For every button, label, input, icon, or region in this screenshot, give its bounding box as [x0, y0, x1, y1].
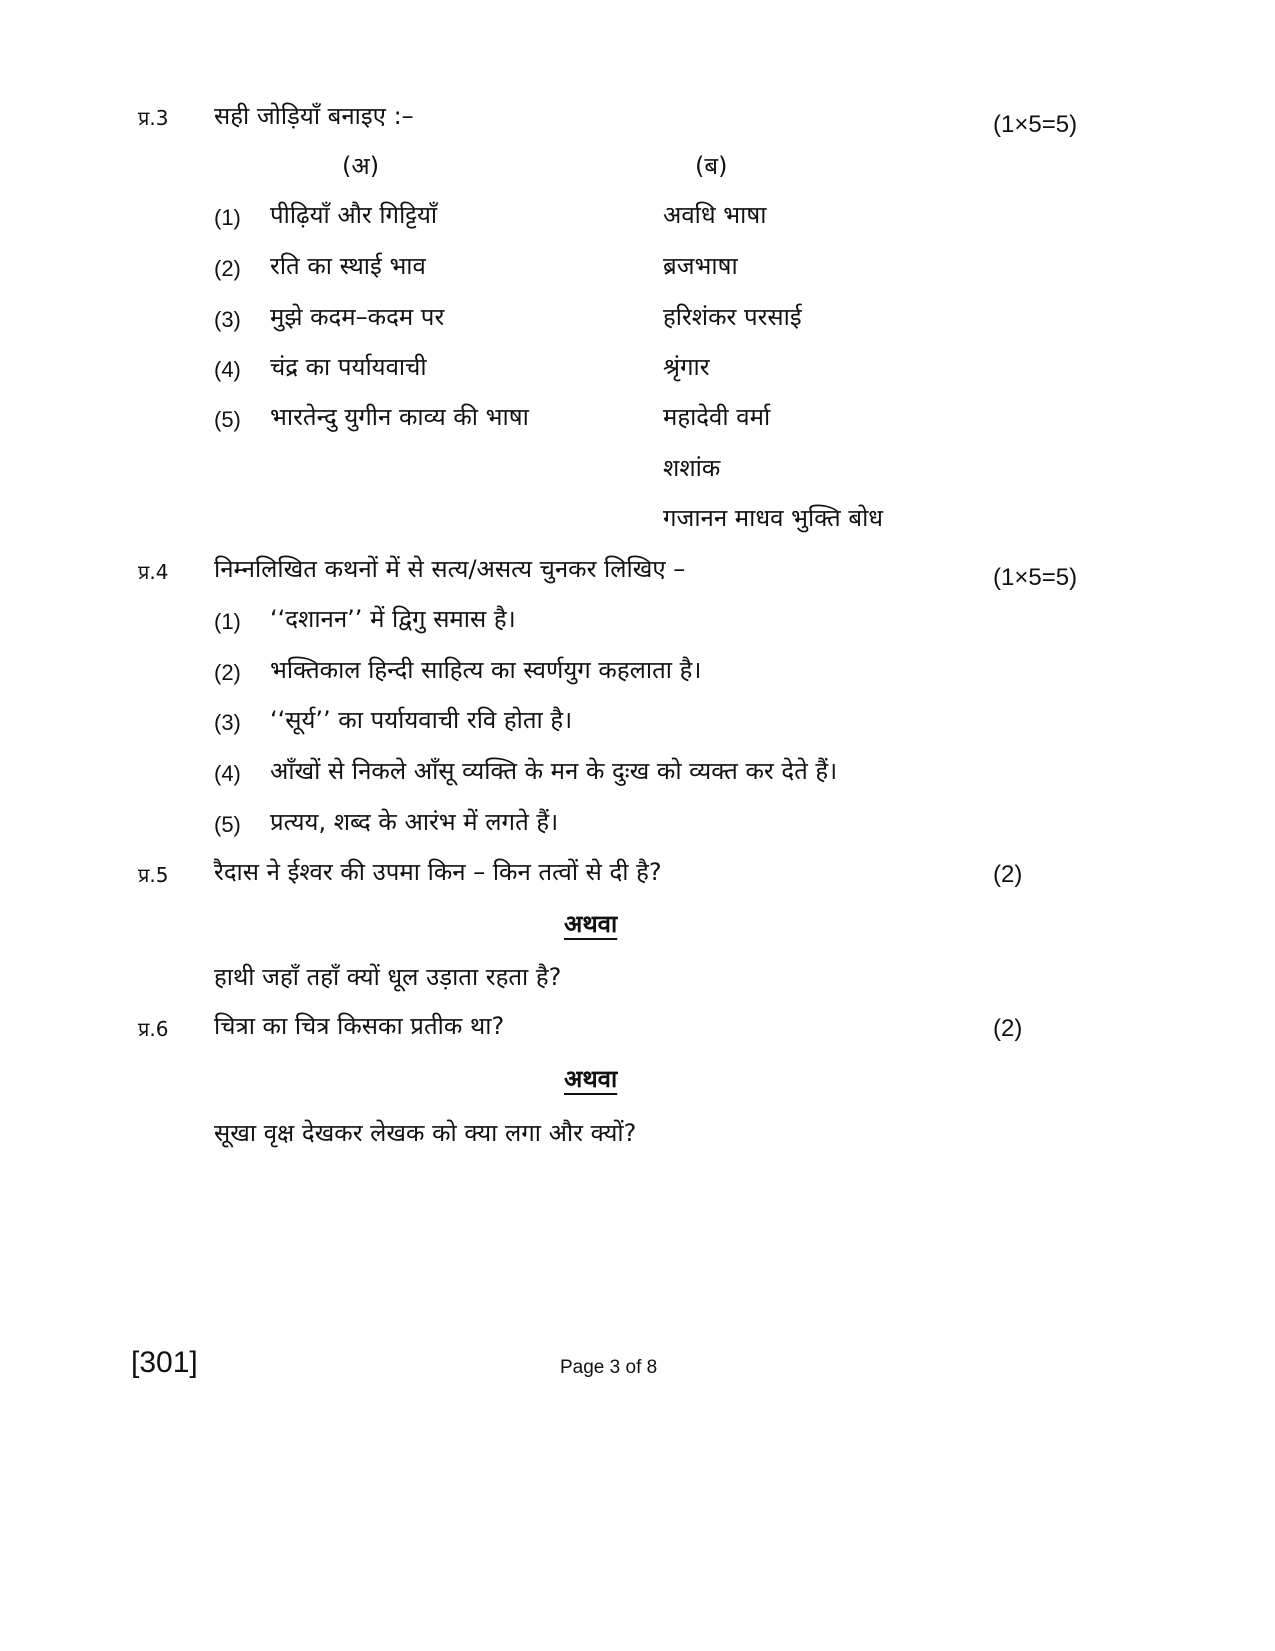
q4-item-2-number: (2): [214, 660, 241, 685]
q3-a-item-4-number: (4): [214, 357, 241, 382]
q4-item-4-number: (4): [214, 761, 241, 786]
q5-alternative-question: हाथी जहाँ तहाँ क्यों धूल उड़ाता रहता है?: [214, 963, 562, 991]
q3-column-a-header: (अ): [342, 152, 380, 180]
q3-b-item-3: हरिशंकर परसाई: [663, 303, 802, 331]
q4-item-2: भक्तिकाल हिन्दी साहित्य का स्वर्णयुग कहलाता है।: [270, 656, 702, 684]
page-number: Page 3 of 8: [560, 1357, 658, 1378]
q5-or-heading: अथवा: [564, 910, 618, 938]
q3-a-item-3-number: (3): [214, 307, 241, 332]
q6-marks: (2): [993, 1015, 1023, 1042]
q4-item-5: प्रत्यय, शब्द के आरंभ में लगते हैं।: [270, 808, 559, 836]
q4-item-3: ‘‘सूर्य’’ का पर्यायवाची रवि होता है।: [270, 706, 573, 734]
q6-text: चित्रा का चित्र किसका प्रतीक था?: [214, 1012, 505, 1040]
q4-number: प्र.4: [138, 560, 169, 584]
q3-a-item-2-number: (2): [214, 256, 241, 281]
q6-number: प्र.6: [138, 1017, 169, 1041]
q3-a-item-4: चंद्र का पर्यायवाची: [270, 353, 427, 381]
q4-item-1-number: (1): [214, 609, 241, 634]
q5-marks: (2): [993, 861, 1023, 888]
q3-b-item-6: शशांक: [663, 454, 721, 482]
q3-b-item-4: श्रृंगार: [663, 353, 710, 381]
q3-number: प्र.3: [138, 106, 169, 130]
q6-or-heading: अथवा: [564, 1065, 618, 1093]
q4-item-5-number: (5): [214, 812, 241, 837]
paper-code: [301]: [131, 1346, 198, 1379]
q4-item-1: ‘‘दशानन’’ में द्विगु समास है।: [270, 605, 516, 633]
q3-a-item-1-number: (1): [214, 205, 241, 230]
q3-column-b-header: (ब): [695, 152, 728, 180]
q4-marks: (1×5=5): [993, 564, 1078, 591]
q3-b-item-2: ब्रजभाषा: [663, 252, 738, 280]
q3-a-item-5-number: (5): [214, 407, 241, 432]
q3-a-item-2: रति का स्थाई भाव: [270, 252, 426, 280]
q5-number: प्र.5: [138, 863, 169, 887]
q4-text: निम्नलिखित कथनों में से सत्य/असत्य चुनकर लिखिए –: [214, 555, 686, 583]
q3-a-item-1: पीढ़ियाँ और गिट्टियाँ: [270, 201, 438, 229]
q5-text: रैदास ने ईश्वर की उपमा किन – किन तत्वों से दी है?: [214, 858, 662, 886]
q3-text: सही जोड़ियाँ बनाइए :–: [214, 102, 414, 130]
q3-a-item-5: भारतेन्दु युगीन काव्य की भाषा: [270, 403, 529, 431]
q4-item-4: आँखों से निकले आँसू व्यक्ति के मन के दुःख को व्यक्त कर देते हैं।: [270, 757, 838, 785]
q3-marks: (1×5=5): [993, 111, 1078, 138]
q3-a-item-3: मुझे कदम–कदम पर: [270, 303, 445, 331]
q3-b-item-5: महादेवी वर्मा: [663, 403, 771, 431]
q3-b-item-7: गजानन माधव भुक्ति बोध: [663, 504, 884, 532]
q4-item-3-number: (3): [214, 710, 241, 735]
q6-alternative-question: सूखा वृक्ष देखकर लेखक को क्या लगा और क्यों?: [214, 1119, 637, 1147]
q3-b-item-1: अवधि भाषा: [663, 201, 767, 229]
